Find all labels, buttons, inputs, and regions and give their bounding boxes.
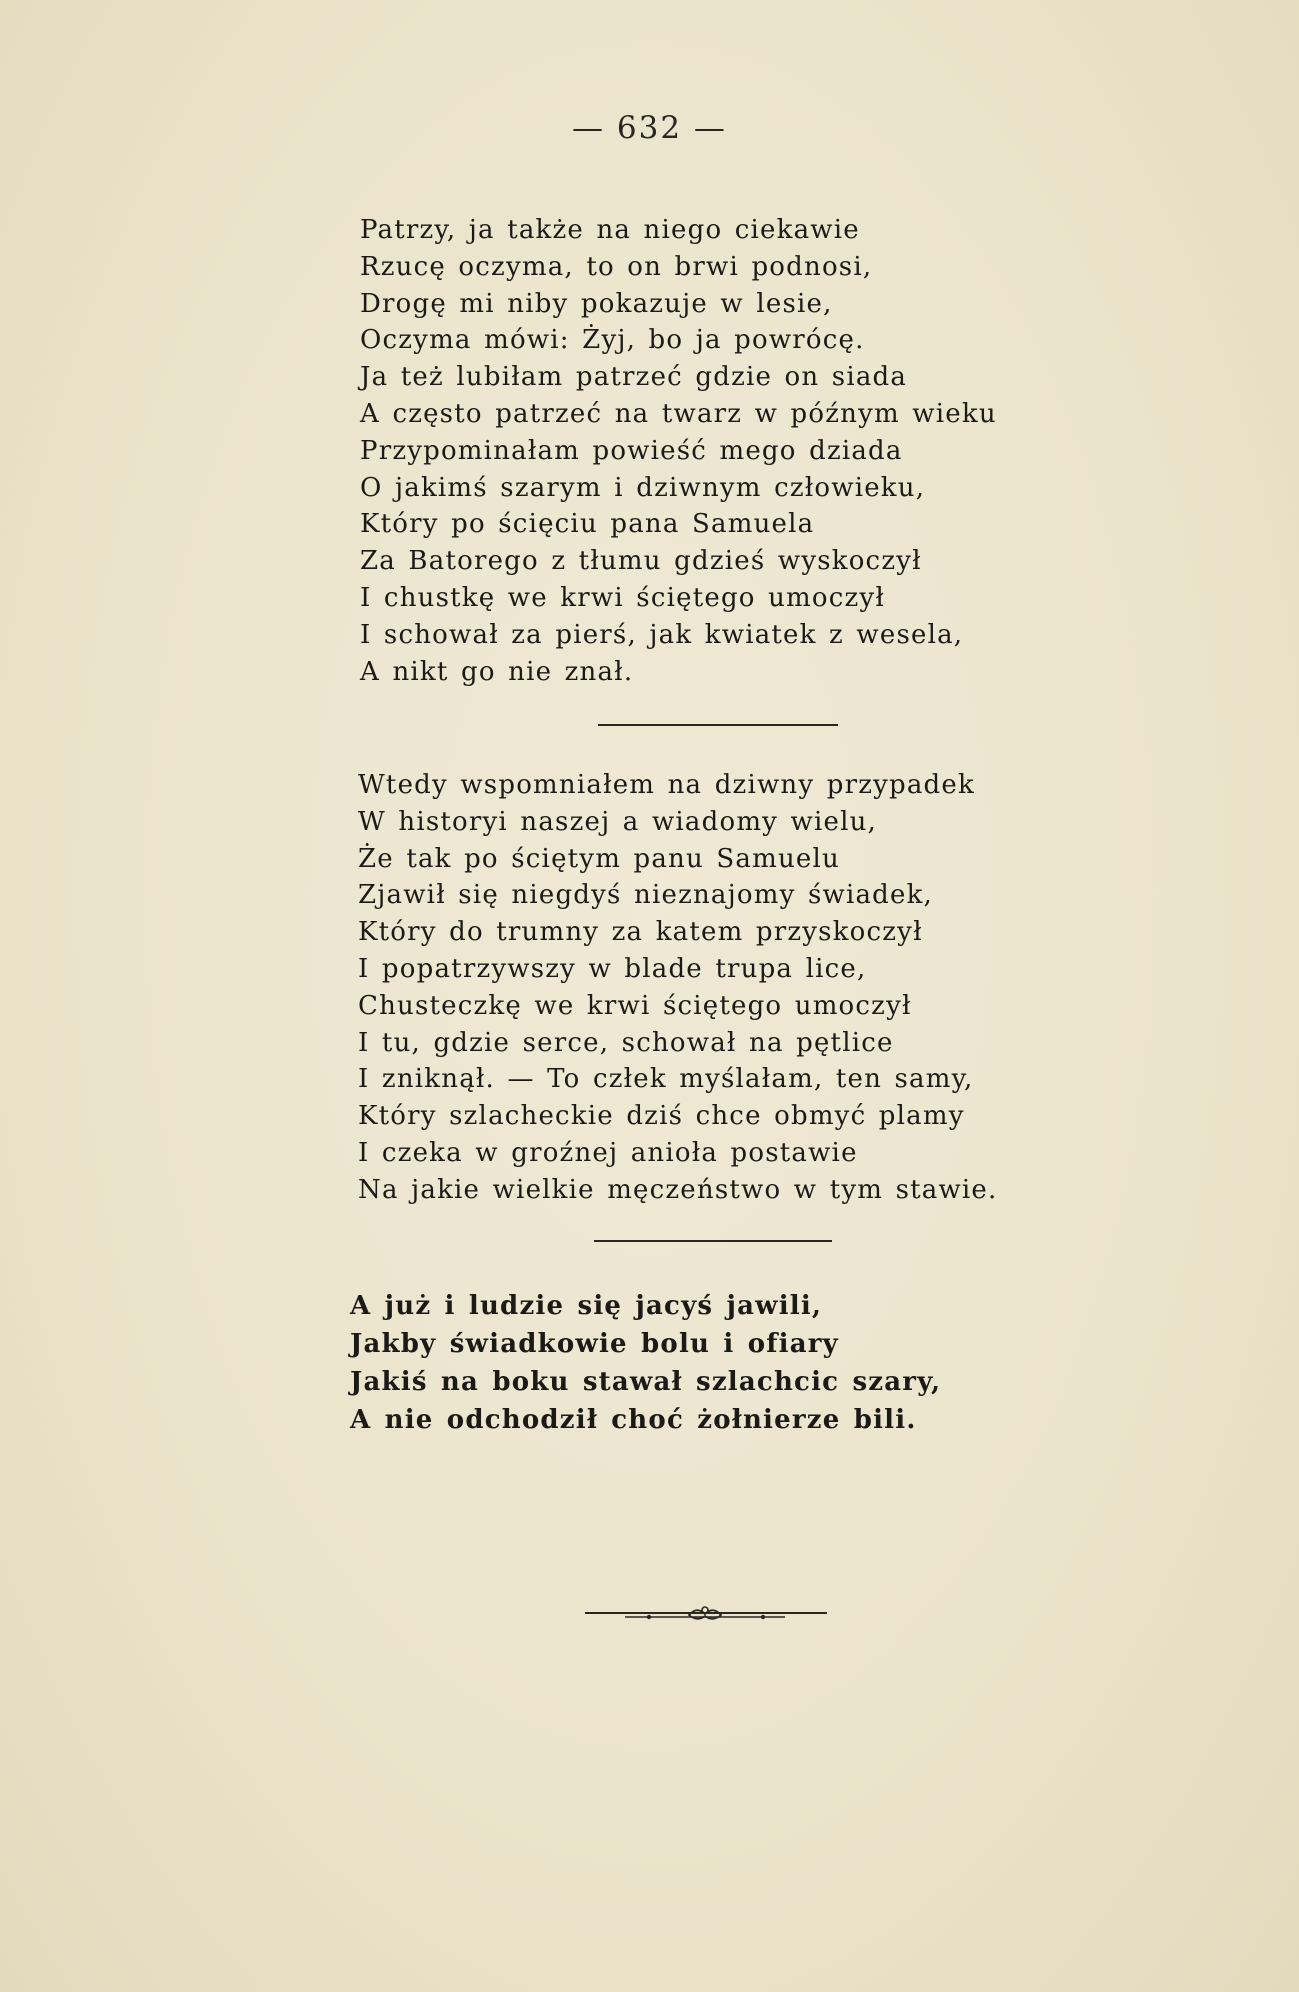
verse-line: Jakby świadkowie bolu i ofiary (350, 1329, 839, 1359)
verse-line: A już i ludzie się jacyś jawili, (350, 1291, 823, 1321)
stanza (358, 767, 997, 1209)
verse-line: Jakiś na boku stawał szlachcic szary, (350, 1367, 942, 1397)
verse-line: Oczyma mówi: Żyj, bo ja powrócę. (360, 325, 865, 356)
stanza (350, 1287, 941, 1439)
verse-line: A nikt go nie znał. (360, 656, 634, 687)
verse-line: I czeka w groźnej anioła postawie (358, 1137, 858, 1168)
verse-line: Że tak po ściętym panu Samuelu (358, 843, 840, 874)
verse-line: I schował za pierś, jak kwiatek z wesela, (360, 619, 964, 650)
verse-line: A nie odchodził choć żołnierze bili. (350, 1405, 917, 1435)
verse-line: Na jakie wielkie męczeństwo w tym stawie. (358, 1174, 998, 1205)
stanza (360, 212, 997, 690)
verse-line: Za Batorego z tłumu gdzieś wyskoczył (360, 546, 922, 577)
verse-line: Drogę mi niby pokazuje w lesie, (360, 288, 833, 319)
verse-line: I popatrzywszy w blade trupa lice, (358, 953, 867, 984)
section-divider (598, 724, 838, 726)
verse-line: Zjawił się niegdyś nieznajomy świadek, (358, 880, 934, 911)
verse-line: O jakimś szarym i dziwnym człowieku, (360, 472, 926, 503)
verse-line: Który szlacheckie dziś chce obmyć plamy (358, 1101, 965, 1132)
verse-line: Który do trumny za katem przyskoczył (358, 917, 923, 948)
verse-line: W historyi naszej a wiadomy wielu, (358, 806, 878, 837)
verse-line: Wtedy wspomniałem na dziwny przypadek (358, 770, 975, 800)
verse-line: I tu, gdzie serce, schował na pętlice (358, 1027, 894, 1058)
page-number: — 632 — (572, 110, 727, 146)
verse-line: A często patrzeć na twarz w późnym wieku (360, 398, 997, 429)
verse-line: I zniknął. — To człek myślałam, ten samy, (358, 1064, 974, 1095)
verse-line: Ja też lubiłam patrzeć gdzie on siada (360, 362, 908, 393)
verse-line: Chusteczkę we krwi ściętego umoczył (358, 990, 912, 1021)
verse-line: Rzucę oczyma, to on brwi podnosi, (360, 251, 873, 282)
end-ornament (585, 1602, 827, 1628)
section-divider (594, 1240, 832, 1242)
verse-line: Patrzy, ja także na niego ciekawie (360, 215, 860, 245)
verse-line: Przypominałam powieść mego dziada (360, 435, 903, 466)
verse-line: I chustkę we krwi ściętego umoczył (360, 582, 885, 613)
verse-line: Który po ścięciu pana Samuela (360, 509, 815, 540)
